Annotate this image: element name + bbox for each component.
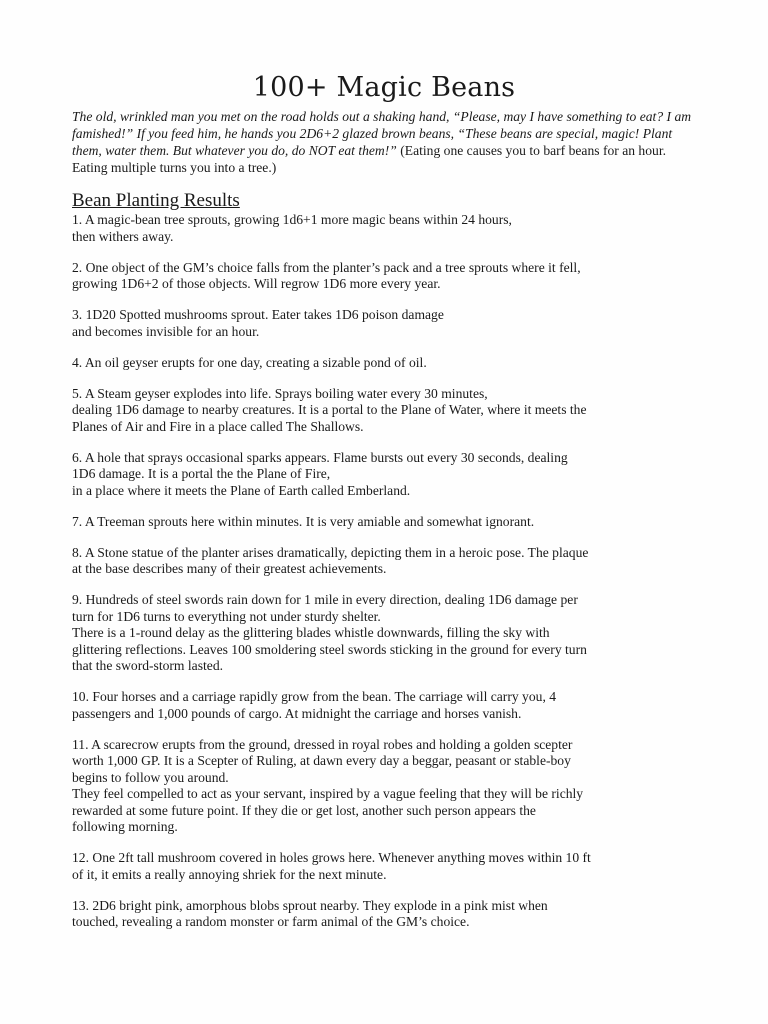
- result-line: 10. Four horses and a carriage rapidly grow from the bean. The carriage will carry you, 4: [72, 689, 557, 704]
- result-item: [72, 260, 702, 293]
- result-line: and becomes invisible for an hour.: [72, 323, 260, 339]
- result-line: 6. A hole that sprays occasional sparks appears. Flame bursts out every 30 seconds, dealing: [72, 449, 568, 465]
- result-line: in a place where it meets the Plane of Earth called Emberland.: [72, 482, 411, 498]
- intro-normal-text: (Eating one causes you to barf beans for an hour. Eating multiple turns you into a tree.): [72, 143, 666, 175]
- result-item: [72, 545, 702, 578]
- result-line: Planes of Air and Fire in a place called The Shallows.: [72, 418, 364, 434]
- result-item: [72, 450, 702, 500]
- result-item: [72, 212, 702, 245]
- page-title: 100+ Magic Beans: [252, 72, 516, 103]
- result-line: 12. One 2ft tall mushroom covered in holes grows here. Whenever anything moves within 10 ft: [72, 850, 591, 865]
- result-line: rewarded at some future point. If they die or get lost, another such person appears the: [72, 802, 536, 818]
- result-item: [72, 689, 702, 722]
- result-line: 1. A magic-bean tree sprouts, growing 1d6+1 more magic beans within 24 hours,: [72, 212, 512, 227]
- result-item: [72, 514, 702, 531]
- result-line: following morning.: [72, 819, 178, 834]
- result-line: growing 1D6+2 of those objects. Will regrow 1D6 more every year.: [72, 276, 441, 291]
- result-item: [72, 850, 702, 883]
- result-item: [72, 898, 702, 931]
- results-list: [72, 212, 702, 945]
- result-line: glittering reflections. Leaves 100 smoldering steel swords sticking in the ground for every turn: [72, 641, 587, 657]
- result-line: 4. An oil geyser erupts for one day, creating a sizable pond of oil.: [72, 354, 427, 370]
- result-line: passengers and 1,000 pounds of cargo. At midnight the carriage and horses vanish.: [72, 705, 522, 721]
- result-line: 8. A Stone statue of the planter arises dramatically, depicting them in a heroic pose. The plaque: [72, 544, 589, 560]
- result-item: [72, 737, 702, 836]
- result-line: then withers away.: [72, 228, 174, 244]
- result-line: 1D6 damage. It is a portal the the Plane of Fire,: [72, 466, 331, 481]
- result-line: begins to follow you around.: [72, 769, 229, 785]
- result-line: turn for 1D6 turns to everything not under sturdy shelter.: [72, 608, 381, 624]
- result-item: [72, 592, 702, 675]
- result-line: 13. 2D6 bright pink, amorphous blobs sprout nearby. They explode in a pink mist when: [72, 897, 548, 913]
- result-item: [72, 307, 702, 340]
- result-line: worth 1,000 GP. It is a Scepter of Ruling, at dawn every day a beggar, peasant or stable-boy: [72, 753, 571, 768]
- intro-italic-text: The old, wrinkled man you met on the road holds out a shaking hand, “Please, may I have something to eat? I am famished!” If you feed him, he hands you 2D6+2 glazed brown beans, “These beans are special, magic! Plant them, water them. But whatever you do, do NOT eat them!”: [72, 109, 692, 158]
- result-line: 11. A scarecrow erupts from the ground, dressed in royal robes and holding a golden scepter: [72, 736, 573, 752]
- result-line: of it, it emits a really annoying shriek for the next minute.: [72, 866, 387, 882]
- result-line: There is a 1-round delay as the glittering blades whistle downwards, filling the sky with: [72, 625, 550, 640]
- result-line: touched, revealing a random monster or farm animal of the GM’s choice.: [72, 914, 470, 929]
- result-line: that the sword-storm lasted.: [72, 658, 224, 673]
- result-item: [72, 386, 702, 436]
- result-line: dealing 1D6 damage to nearby creatures. It is a portal to the Plane of Water, where it meets the: [72, 402, 587, 417]
- result-line: 5. A Steam geyser explodes into life. Sprays boiling water every 30 minutes,: [72, 385, 488, 401]
- result-line: They feel compelled to act as your servant, inspired by a vague feeling that they will be richly: [72, 786, 584, 801]
- result-line: 3. 1D20 Spotted mushrooms sprout. Eater takes 1D6 poison damage: [72, 307, 444, 322]
- result-line: 7. A Treeman sprouts here within minutes. It is very amiable and somewhat ignorant.: [72, 513, 535, 529]
- result-line: 2. One object of the GM’s choice falls from the planter’s pack and a tree sprouts where it fell,: [72, 259, 581, 275]
- intro-paragraph: [72, 108, 702, 176]
- result-item: [72, 355, 702, 372]
- section-heading: Bean Planting Results: [72, 190, 240, 211]
- result-line: 9. Hundreds of steel swords rain down for 1 mile in every direction, dealing 1D6 damage per: [72, 592, 578, 607]
- result-line: at the base describes many of their greatest achievements.: [72, 561, 387, 576]
